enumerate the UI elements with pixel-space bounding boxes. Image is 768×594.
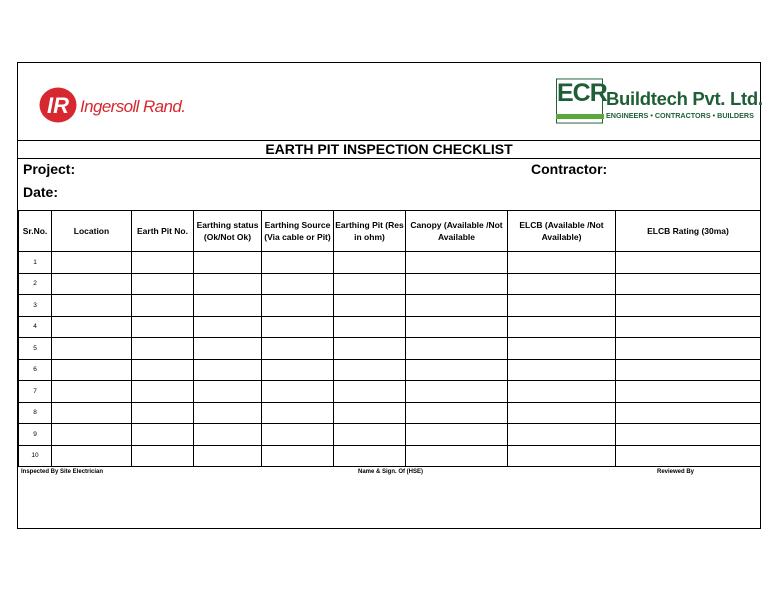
entry-cell[interactable]: [194, 295, 262, 317]
entry-cell[interactable]: [194, 252, 262, 274]
entry-cell[interactable]: [194, 402, 262, 424]
entry-cell[interactable]: [508, 402, 616, 424]
serial-number-cell: 3: [19, 295, 52, 317]
entry-cell[interactable]: [508, 359, 616, 381]
serial-number-cell: 10: [19, 445, 52, 467]
entry-cell[interactable]: [508, 445, 616, 467]
table-row: [19, 273, 761, 295]
entry-cell[interactable]: [194, 273, 262, 295]
entry-cell[interactable]: [52, 273, 132, 295]
column-header: ELCB (Available /Not Available): [508, 211, 616, 252]
entry-cell[interactable]: [406, 359, 508, 381]
inspection-table: [18, 210, 761, 467]
entry-cell[interactable]: [616, 445, 761, 467]
entry-cell[interactable]: [406, 338, 508, 360]
entry-cell[interactable]: [132, 381, 194, 403]
checklist-sheet: [17, 62, 761, 529]
entry-cell[interactable]: [52, 445, 132, 467]
entry-cell[interactable]: [52, 295, 132, 317]
entry-cell[interactable]: [616, 359, 761, 381]
entry-cell[interactable]: [334, 445, 406, 467]
entry-cell[interactable]: [262, 295, 334, 317]
entry-cell[interactable]: [616, 381, 761, 403]
ecr-accent-bar: [556, 114, 604, 119]
ir-company-name: Ingersoll Rand.: [80, 97, 186, 116]
entry-cell[interactable]: [194, 359, 262, 381]
entry-cell[interactable]: [132, 359, 194, 381]
entry-cell[interactable]: [616, 295, 761, 317]
logo-header: [18, 63, 763, 140]
entry-cell[interactable]: [406, 402, 508, 424]
entry-cell[interactable]: [616, 316, 761, 338]
column-header: Location: [52, 211, 132, 252]
entry-cell[interactable]: [508, 252, 616, 274]
table-row: [19, 424, 761, 446]
entry-cell[interactable]: [406, 424, 508, 446]
ecr-monogram: ECR: [557, 79, 607, 107]
table-row: [19, 445, 761, 467]
column-header: ELCB Rating (30ma): [616, 211, 761, 252]
entry-cell[interactable]: [334, 359, 406, 381]
table-header-row: [19, 211, 761, 252]
entry-cell[interactable]: [262, 273, 334, 295]
serial-number-cell: 2: [19, 273, 52, 295]
entry-cell[interactable]: [52, 402, 132, 424]
project-label: Project:: [23, 161, 76, 177]
entry-cell[interactable]: [508, 295, 616, 317]
table-row: [19, 338, 761, 360]
serial-number-cell: 8: [19, 402, 52, 424]
column-header: Sr.No.: [19, 211, 52, 252]
ir-monogram-icon: [38, 86, 78, 124]
date-label: Date:: [23, 184, 59, 200]
entry-cell[interactable]: [132, 402, 194, 424]
entry-cell[interactable]: [406, 273, 508, 295]
entry-cell[interactable]: [616, 338, 761, 360]
column-header: Earthing Pit (Res in ohm): [334, 211, 406, 252]
ecr-buildtech-logo: [556, 78, 763, 124]
entry-cell[interactable]: [616, 402, 761, 424]
ecr-company-name: Buildtech Pvt. Ltd.: [606, 88, 763, 109]
table-row: [19, 359, 761, 381]
entry-cell[interactable]: [334, 295, 406, 317]
entry-cell[interactable]: [334, 381, 406, 403]
entry-cell[interactable]: [52, 316, 132, 338]
serial-number-cell: 6: [19, 359, 52, 381]
table-row: [19, 252, 761, 274]
table-row: [19, 402, 761, 424]
entry-cell[interactable]: [194, 381, 262, 403]
entry-cell[interactable]: [406, 381, 508, 403]
entry-cell[interactable]: [616, 424, 761, 446]
entry-cell[interactable]: [508, 316, 616, 338]
entry-cell[interactable]: [508, 424, 616, 446]
ingersoll-rand-logo: [38, 85, 185, 125]
entry-cell[interactable]: [194, 424, 262, 446]
table-row: [19, 316, 761, 338]
entry-cell[interactable]: [406, 445, 508, 467]
entry-cell[interactable]: [334, 402, 406, 424]
entry-cell[interactable]: [616, 252, 761, 274]
entry-cell[interactable]: [262, 359, 334, 381]
entry-cell[interactable]: [616, 273, 761, 295]
entry-cell[interactable]: [262, 424, 334, 446]
entry-cell[interactable]: [52, 338, 132, 360]
serial-number-cell: 9: [19, 424, 52, 446]
entry-cell[interactable]: [194, 338, 262, 360]
column-header: Earthing status (Ok/Not Ok): [194, 211, 262, 252]
column-header: Earth Pit No.: [132, 211, 194, 252]
ir-monogram-text: IR: [47, 93, 69, 118]
name-sign-label: Name & Sign. Of (HSE): [358, 469, 424, 475]
entry-cell[interactable]: [406, 316, 508, 338]
entry-cell[interactable]: [132, 252, 194, 274]
entry-cell[interactable]: [194, 445, 262, 467]
entry-cell[interactable]: [334, 424, 406, 446]
entry-cell[interactable]: [262, 316, 334, 338]
entry-cell[interactable]: [262, 252, 334, 274]
entry-cell[interactable]: [132, 295, 194, 317]
entry-cell[interactable]: [508, 273, 616, 295]
entry-cell[interactable]: [52, 424, 132, 446]
column-header: Canopy (Available /Not Available: [406, 211, 508, 252]
form-title: EARTH PIT INSPECTION CHECKLIST: [18, 140, 760, 159]
serial-number-cell: 1: [19, 252, 52, 274]
column-header: Earthing Source (Via cable or Pit): [262, 211, 334, 252]
inspected-by-label: Inspected By Site Electrician: [21, 469, 104, 475]
entry-cell[interactable]: [334, 338, 406, 360]
serial-number-cell: 4: [19, 316, 52, 338]
serial-number-cell: 7: [19, 381, 52, 403]
entry-cell[interactable]: [194, 316, 262, 338]
entry-cell[interactable]: [262, 445, 334, 467]
table-row: [19, 381, 761, 403]
entry-cell[interactable]: [132, 273, 194, 295]
entry-cell[interactable]: [132, 338, 194, 360]
entry-cell[interactable]: [262, 338, 334, 360]
entry-cell[interactable]: [406, 252, 508, 274]
signature-row: [18, 467, 760, 479]
contractor-label: Contractor:: [531, 161, 608, 177]
entry-cell[interactable]: [132, 424, 194, 446]
entry-cell[interactable]: [132, 316, 194, 338]
reviewed-by-label: Reviewed By: [657, 469, 695, 475]
entry-cell[interactable]: [132, 445, 194, 467]
entry-cell[interactable]: [52, 359, 132, 381]
entry-cell[interactable]: [406, 295, 508, 317]
entry-cell[interactable]: [334, 316, 406, 338]
entry-cell[interactable]: [508, 338, 616, 360]
table-row: [19, 295, 761, 317]
entry-cell[interactable]: [262, 381, 334, 403]
entry-cell[interactable]: [262, 402, 334, 424]
serial-number-cell: 5: [19, 338, 52, 360]
entry-cell[interactable]: [334, 252, 406, 274]
entry-cell[interactable]: [508, 381, 616, 403]
table-body: [19, 252, 761, 467]
entry-cell[interactable]: [52, 381, 132, 403]
entry-cell[interactable]: [52, 252, 132, 274]
ecr-tagline: ENGINEERS • CONTRACTORS • BUILDERS: [606, 111, 754, 120]
entry-cell[interactable]: [334, 273, 406, 295]
